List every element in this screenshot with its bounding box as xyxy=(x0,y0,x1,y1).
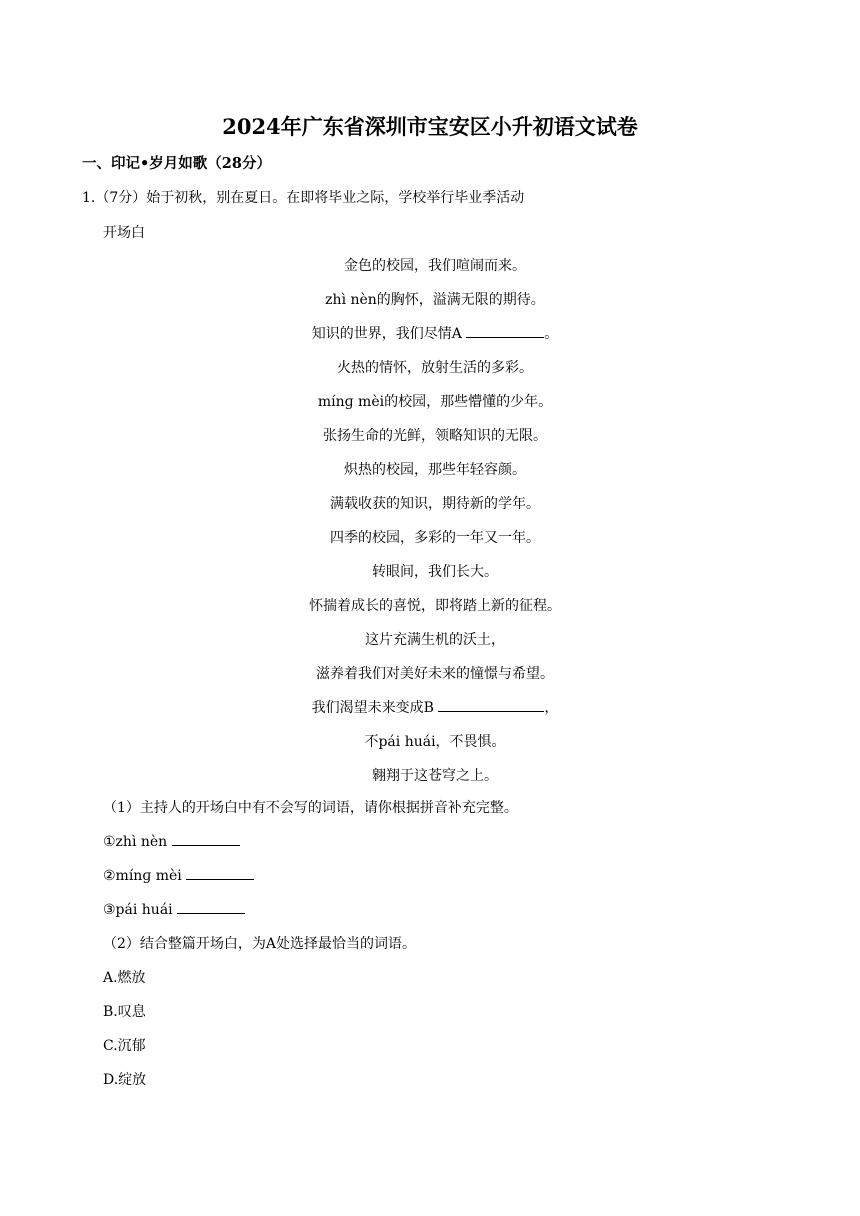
poem-line-text: 翱翔于这苍穹之上。 xyxy=(372,768,498,784)
poem-line xyxy=(0,663,860,697)
answer-blank[interactable] xyxy=(172,831,240,846)
pinyin-label: ②mínɡ mèi xyxy=(103,868,182,884)
poem-line xyxy=(0,527,860,561)
poem-line-text: 满载收获的知识，期待新的学年。 xyxy=(330,496,540,512)
option[interactable]: D.绽放 xyxy=(103,1072,147,1088)
section-heading: 一、印记•岁月如歌（28分） xyxy=(82,155,271,172)
page-title: 2024年广东省深圳市宝安区小升初语文试卷 xyxy=(222,114,638,139)
poem-line xyxy=(0,425,860,459)
poem-line-text: mínɡ mèi的校园，那些懵懂的少年。 xyxy=(317,394,553,410)
blank-a[interactable] xyxy=(466,323,544,338)
poem-line xyxy=(0,459,860,493)
poem-line-text: 转眼间，我们长大。 xyxy=(372,564,498,580)
poem-line-text: 张扬生命的光鲜，领略知识的无限。 xyxy=(323,428,547,444)
poem-line-text: 金色的校园，我们喧闹而来。 xyxy=(344,258,526,274)
poem-line-text: 不pái huái，不畏惧。 xyxy=(364,734,506,750)
pinyin-label: ①zhì nèn xyxy=(103,834,168,850)
poem-line xyxy=(0,493,860,527)
poem-line xyxy=(0,391,860,425)
question-1-subheading: 开场白 xyxy=(103,225,145,241)
poem-line-text: 怀揣着成长的喜悦，即将踏上新的征程。 xyxy=(309,598,561,614)
part-1-item xyxy=(103,865,518,899)
part-2-prompt: （2）结合整篇开场白，为A处选择最恰当的词语。 xyxy=(103,936,417,952)
option[interactable]: C.沉郁 xyxy=(103,1038,146,1054)
part-1-item xyxy=(103,899,518,933)
part-1-item xyxy=(103,831,518,865)
poem-line-text: 四季的校园，多彩的一年又一年。 xyxy=(330,530,540,546)
poem-line-text: 这片充满生机的沃土， xyxy=(365,632,505,648)
option[interactable]: B.叹息 xyxy=(103,1004,146,1020)
poem-line xyxy=(0,289,860,323)
poem xyxy=(0,255,860,799)
poem-line-with-blank-b xyxy=(0,697,860,731)
answer-blank[interactable] xyxy=(186,865,254,880)
poem-line xyxy=(0,765,860,799)
poem-line xyxy=(0,629,860,663)
poem-line-text: 滋养着我们对美好未来的憧憬与希望。 xyxy=(316,666,554,682)
part-1 xyxy=(103,797,518,1103)
poem-line-text: 火热的情怀，放射生活的多彩。 xyxy=(337,360,533,376)
poem-line xyxy=(0,357,860,391)
poem-line xyxy=(0,595,860,629)
poem-line xyxy=(0,731,860,765)
poem-line-with-blank-a xyxy=(0,323,860,357)
answer-blank[interactable] xyxy=(177,899,245,914)
poem-line xyxy=(0,255,860,289)
pinyin-label: ③pái huái xyxy=(103,902,173,918)
poem-line-text: 知识的世界，我们尽情A xyxy=(311,326,462,342)
poem-line-punct: 。 xyxy=(544,326,559,342)
option[interactable]: A.燃放 xyxy=(103,970,146,986)
poem-line-text: zhì nèn的胸怀，溢满无限的期待。 xyxy=(325,292,545,308)
part-1-prompt: （1）主持人的开场白中有不会写的词语，请你根据拼音补充完整。 xyxy=(103,800,518,816)
poem-line-text: 炽热的校园，那些年轻容颜。 xyxy=(344,462,526,478)
poem-line-text: 我们渴望未来变成B xyxy=(311,700,434,716)
blank-b[interactable] xyxy=(438,697,544,712)
poem-line xyxy=(0,561,860,595)
question-1-stem: 1.（7分）始于初秋，别在夏日。在即将毕业之际，学校举行毕业季活动 xyxy=(82,190,525,206)
poem-line-punct: ， xyxy=(544,700,559,716)
